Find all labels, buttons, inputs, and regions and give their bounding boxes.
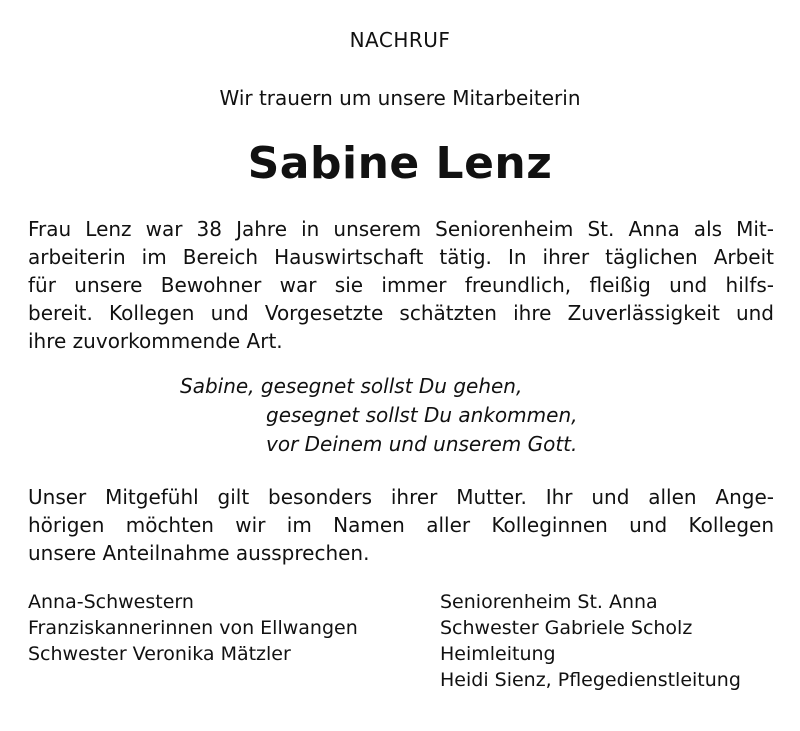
signatory-line: Heidi Sienz, Pflegedienstleitung — [440, 669, 741, 691]
signatory-line: Schwester Veronika Mätzler — [28, 643, 291, 665]
signatory-line: Heimleitung — [440, 643, 556, 665]
paragraph-line: Unser Mitgefühl gilt besonders ihrer Mutter. Ihr und allen Ange- — [28, 485, 774, 509]
condolence-paragraph — [28, 483, 774, 567]
paragraph-line: hörigen möchten wir im Namen aller Kolleginnen und Kollegen — [28, 513, 774, 537]
tribute-paragraph — [28, 215, 774, 355]
signatory-line: Franziskannerinnen von Ellwangen — [28, 617, 358, 639]
notice-heading: NACHRUF — [349, 28, 451, 52]
paragraph-line: Frau Lenz war 38 Jahre in unserem Seniorenheim St. Anna als Mit- — [28, 217, 774, 241]
signatories-right — [440, 589, 741, 693]
verse-line: gesegnet sollst Du ankommen, — [266, 403, 578, 427]
blessing-verse — [0, 372, 577, 459]
verse-line: Sabine, gesegnet sollst Du gehen, — [180, 374, 523, 398]
signatory-line: Seniorenheim St. Anna — [440, 591, 658, 613]
signatories-left — [28, 589, 358, 667]
paragraph-line: bereit. Kollegen und Vorgesetzte schätzten ihre Zuverlässigkeit und — [28, 301, 774, 325]
verse-line: vor Deinem und unserem Gott. — [266, 432, 578, 456]
deceased-name: Sabine Lenz — [247, 138, 553, 189]
intro-line: Wir trauern um unsere Mitarbeiterin — [219, 86, 581, 110]
paragraph-line: für unsere Bewohner war sie immer freundlich, fleißig und hilfs- — [28, 273, 774, 297]
paragraph-line: unsere Anteilnahme aussprechen. — [28, 541, 370, 565]
signatory-line: Anna-Schwestern — [28, 591, 194, 613]
paragraph-line: arbeiterin im Bereich Hauswirtschaft tätig. In ihrer täglichen Arbeit — [28, 245, 774, 269]
paragraph-line: ihre zuvorkommende Art. — [28, 329, 283, 353]
signatory-line: Schwester Gabriele Scholz — [440, 617, 693, 639]
